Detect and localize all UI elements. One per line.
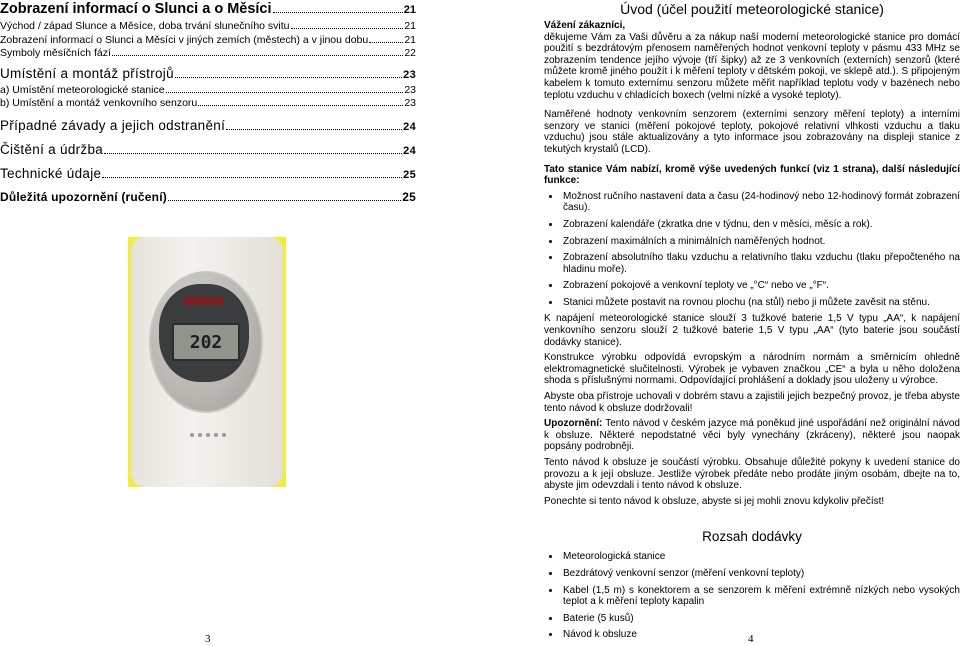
power-paragraph: K napájení meteorologické stanice slouží 3 tužkové baterie 1,5 V typu „AA“, k napájení venkovního senzoru slouží 2 tužkové baterie 1,5 V typu „AA“ (tyto baterie jsou součástí dodávky stanice).: [544, 313, 960, 348]
toc-entry-title: a) Umístění meteorologické stanice: [0, 83, 165, 96]
toc-leader-dots: [112, 54, 403, 56]
left-page-number: 3: [205, 633, 211, 645]
conformity-paragraph: Konstrukce výrobku odpovídá evropským a národním normám a směrnicím ohledně elektromagnetické slučitelnosti. Výrobek je vybaven značkou „CE“ a byla u něho doložena shoda s příslušnými normami. Odpovídající prohlášení a doklady jsou uloženy u výrobce.: [544, 352, 960, 387]
toc-entry-page: 21: [404, 20, 416, 32]
toc-entry: [0, 34, 416, 48]
care-paragraph: Abyste oba přístroje uchovali v dobrém stavu a zajistili jejich bezpečný provoz, je třeba abyste tento návod k obsluze dodržovali!: [544, 391, 960, 414]
notice-label: Upozornění:: [544, 418, 603, 430]
toc-entry-page: 21: [403, 4, 416, 16]
toc-entry: [0, 165, 416, 184]
toc-leader-dots: [166, 91, 404, 93]
toc-entry-title: Zobrazení informací o Slunci a Měsíci v jiných zemích (městech) a v jinou dobu: [0, 33, 369, 46]
scope-list: [544, 551, 960, 641]
feature-item: • Zobrazení kalendáře (zkratka dne v týdnu, den v měsíci, měsíc a rok).: [561, 219, 960, 231]
toc-entry-title: Umístění a montáž přístrojů: [0, 65, 174, 81]
feature-item: • Stanici můžete postavit na rovnou plochu (na stůl) nebo ji můžete zavěsit na stěnu.: [561, 297, 960, 309]
toc-entry-title: Čištění a údržba: [0, 141, 104, 157]
toc-entry-page: 23: [404, 97, 416, 109]
feature-item: • Možnost ručního nastavení data a času (24-hodinový nebo 12-hodinový formát zobrazení času).: [561, 191, 960, 214]
toc-entry-title: Důležitá upozornění (ručení): [0, 189, 167, 204]
scope-item: • Návod k obsluze: [561, 629, 960, 641]
device-lcd-display: 202: [172, 323, 240, 361]
toc-leader-dots: [273, 11, 403, 13]
intro-body: [544, 20, 960, 646]
toc-entry: [0, 141, 416, 160]
toc-entry-title: Východ / západ Slunce a Měsíce, doba trvání slunečního svitu: [0, 20, 290, 32]
toc-leader-dots: [168, 199, 401, 201]
toc-entry-title: Symboly měsíčních fází: [0, 47, 111, 59]
toc-entry: [0, 20, 416, 34]
toc-leader-dots: [369, 41, 403, 43]
device-indicator-dots: [190, 433, 226, 437]
toc-entry-title: Zobrazení informací o Slunci a o Měsíci: [0, 1, 272, 17]
scope-heading: Rozsah dodávky: [702, 529, 802, 545]
keep-manual-paragraph: Ponechte si tento návod k obsluze, abyste si jej mohli znovu kdykoliv přečíst!: [544, 495, 885, 507]
toc-entry-page: 23: [403, 68, 416, 81]
notice-paragraph: [544, 418, 960, 453]
toc-entry-title: Případné závady a jejich odstranění: [0, 117, 226, 133]
device-logo: [184, 297, 224, 305]
scope-item: • Meteorologická stanice: [561, 551, 960, 563]
toc-entry-page: 23: [404, 83, 416, 96]
right-page-number: 4: [748, 633, 754, 645]
feature-item: • Zobrazení pokojové a venkovní teploty ve „°C“ nebo ve „°F“.: [561, 280, 960, 292]
toc-leader-dots: [226, 128, 402, 130]
toc-entry: [0, 0, 416, 20]
table-of-contents: [0, 0, 416, 205]
feature-item: • Zobrazení maximálních a minimálních naměřených hodnot.: [561, 236, 960, 248]
feature-item: • Zobrazení absolutního tlaku vzduchu a relativního tlaku vzduchu (tlaku přepočteného na hladinu moře).: [561, 252, 960, 275]
right-page: [480, 0, 960, 645]
toc-entry-page: 22: [404, 47, 416, 59]
scope-item: • Kabel (1,5 m) s konektorem a se senzorem k měření extrémně nízkých nebo vysokých teplot a k měření teploty kapalin: [561, 585, 960, 608]
toc-entry-page: 24: [403, 144, 416, 157]
toc-entry-page: 21: [404, 33, 416, 46]
manual-part-paragraph: Tento návod k obsluze je součástí výrobku. Obsahuje důležité pokyny k uvedení stanice do provozu a k její obsluze. Jestliže výrobek předáte nebo prodáte jiným osobám, dbejte na to, abyste jim odevzdali i tento návod k obsluze.: [544, 457, 960, 492]
toc-leader-dots: [104, 152, 402, 154]
intro-paragraph-2: Naměřené hodnoty venkovním senzorem (externími senzory měření teploty) a interními senzory ve stanici (měření pokojové teploty, pokojové relativní vlhkosti vzduchu a tlaku vzduchu) jsou stále aktualizovány a tyto informace jsou zobrazovány na displeji stanice z tekutých krystalů (LCD).: [544, 109, 960, 155]
toc-entry-page: 25: [402, 189, 416, 204]
toc-entry-title: b) Umístění a montáž venkovního senzoru: [0, 97, 198, 109]
intro-heading: Úvod (účel použití meteorologické stanice): [620, 1, 884, 17]
toc-entry: [0, 65, 416, 84]
toc-entry: [0, 117, 416, 136]
features-intro: Tato stanice Vám nabízí, kromě výše uvedených funkcí (viz 1 strana), další následující funkce:: [544, 163, 960, 187]
notice-text: Tento návod v českém jazyce má poněkud jiné uspořádání než originální návod k obsluze. Některé nepodstatné věci byly vynechány (zkráceny), některé jsou naopak popsány podrobněji.: [544, 418, 960, 453]
toc-leader-dots: [102, 176, 402, 178]
intro-paragraph-1: děkujeme Vám za Vaši důvěru a za nákup naší moderní meteorologické stanice pro domácí použití s bezdrátovým přenosem naměřených hodnot venkovní teploty v pásmu 433 MHz se zobrazením tendence jejího vývoje (tří šipky) až ze 3 venkovních (externích) senzorů (které můžete kromě jiného použít i k měření teploty v dětském pokoji, ve sklepě atd.). S připojeným kabelem k tomuto externímu senzoru můžete měřit například teplotu vody v bazénech nebo teplotu vzduchu v chladících boxech (velmi nízké a vysoké teploty).: [544, 31, 960, 101]
toc-leader-dots: [175, 76, 402, 78]
toc-entry: [0, 84, 416, 98]
toc-leader-dots: [291, 27, 404, 29]
greeting: Vážení zákazníci,: [544, 20, 626, 31]
toc-leader-dots: [198, 104, 403, 106]
toc-entry: [0, 47, 416, 61]
toc-entry-page: 24: [403, 120, 416, 133]
scope-item: • Baterie (5 kusů): [561, 613, 960, 625]
weather-station-photo: [128, 237, 286, 487]
toc-entry-page: 25: [403, 168, 416, 181]
toc-entry-title: Technické údaje: [0, 165, 102, 181]
scope-item: • Bezdrátový venkovní senzor (měření venkovní teploty): [561, 568, 960, 580]
left-page: [0, 0, 480, 645]
features-list: [544, 191, 960, 309]
toc-entry: [0, 189, 416, 205]
toc-entry: [0, 97, 416, 111]
